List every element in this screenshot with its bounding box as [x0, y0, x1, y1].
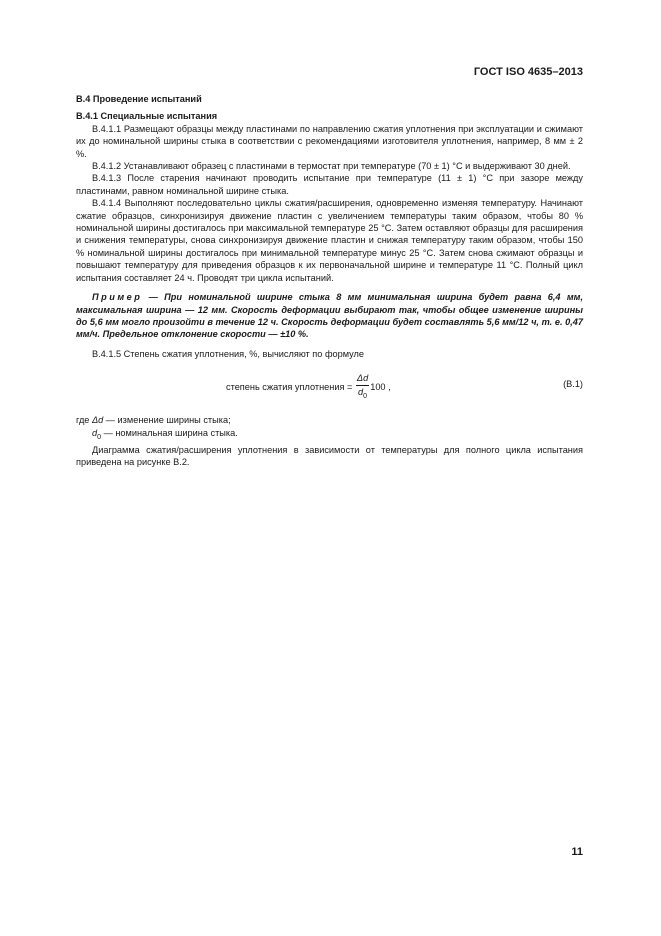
formula-factor: 100 , — [370, 382, 391, 393]
subsection-heading: В.4.1 Специальные испытания — [76, 111, 218, 122]
section-heading: В.4 Проведение испытаний — [76, 94, 202, 104]
where-prefix: где — [76, 415, 92, 426]
example-note — [76, 291, 583, 341]
where-line-delta — [76, 414, 583, 426]
formula-expression — [226, 372, 391, 403]
paragraph-b413: В.4.1.3 После старения начинают проводить испытание при температуре (11 ± 1) °С при зазоре между пластинами, равном номинальной ширине стыка. — [76, 173, 583, 196]
where-var-delta-d: Δd — [91, 415, 104, 426]
where-var-d0-sub: 0 — [97, 433, 102, 441]
formula-numerator: Δd — [356, 372, 369, 385]
where-var-d0: d — [92, 427, 98, 438]
formula-fraction — [356, 372, 369, 403]
paragraph-b414: В.4.1.4 Выполняют последовательно циклы сжатия/расширения, одновременно изменяя температуру. Начинают сжатие образцов, синхронизируя движение пластин с увеличением температуры таким образом, чтобы 80 % номинальной ширины достигалось при максимальной температуре 25 °С. Затем оставляют образцы для расширения и снижения температуры, снова синхронизируя движение пластин и снижая температуру таким образом, чтобы 150 % номинальной ширины достигалось при минимальной температуре минус 25 °С. Затем снова сжимают образцы и повышают температуру для приведения образцов к их первоначальной ширине и температуре 11 °С. Полный цикл испытания составляет 24 ч. Проводят три цикла испытаний. — [76, 198, 583, 283]
formula-lhs: степень сжатия уплотнения = — [226, 382, 353, 393]
paragraph-diagram-ref: Диаграмма сжатия/расширения уплотнения в зависимости от температуры для полного цикла испытания приведена на рисунке В.2. — [76, 444, 583, 468]
where-text-d0: — номинальная ширина стыка. — [101, 427, 238, 438]
where-text-delta: — изменение ширины стыка; — [103, 415, 231, 426]
paragraph-b412: В.4.1.2 Устанавливают образец с пластинами в термостат при температуре (70 ± 1) °С и выдерживают 30 дней. — [92, 161, 571, 172]
paragraph-b411: В.4.1.1 Размещают образцы между пластинами по направлению сжатия уплотнения при эксплуатации и сжимают их до номинальной ширины стыка в соответствии с рекомендациями изготовителя уплотнения, например, 8 мм ± 2 %. — [76, 123, 583, 159]
formula-b1 — [76, 368, 583, 408]
formula-denominator-base: d — [358, 386, 364, 397]
where-line-d0 — [76, 427, 583, 444]
document-code-header: ГОСТ ISO 4635–2013 — [473, 66, 583, 78]
paragraph-b415: В.4.1.5 Степень сжатия уплотнения, %, вычисляют по формуле — [92, 348, 365, 359]
formula-denominator-sub: 0 — [363, 392, 368, 400]
example-label: Пример — [92, 292, 143, 303]
page-content — [76, 93, 583, 469]
example-text: — При номинальной ширине стыка 8 мм минимальная ширина будет равна 6,4 мм, максимальная ширина — 12 мм. Скорость деформации выбирают так, чтобы общее изменение ширины до 5,6 мм могло произойти в течение 12 ч. Скорость деформации будет составлять 5,6 мм/12 ч, т. е. 0,47 мм/ч. Предельное отклонение скорости — ±10 %. — [76, 292, 583, 340]
formula-number: (В.1) — [563, 379, 583, 390]
page-number: 11 — [571, 846, 583, 858]
formula-denominator — [356, 386, 369, 403]
